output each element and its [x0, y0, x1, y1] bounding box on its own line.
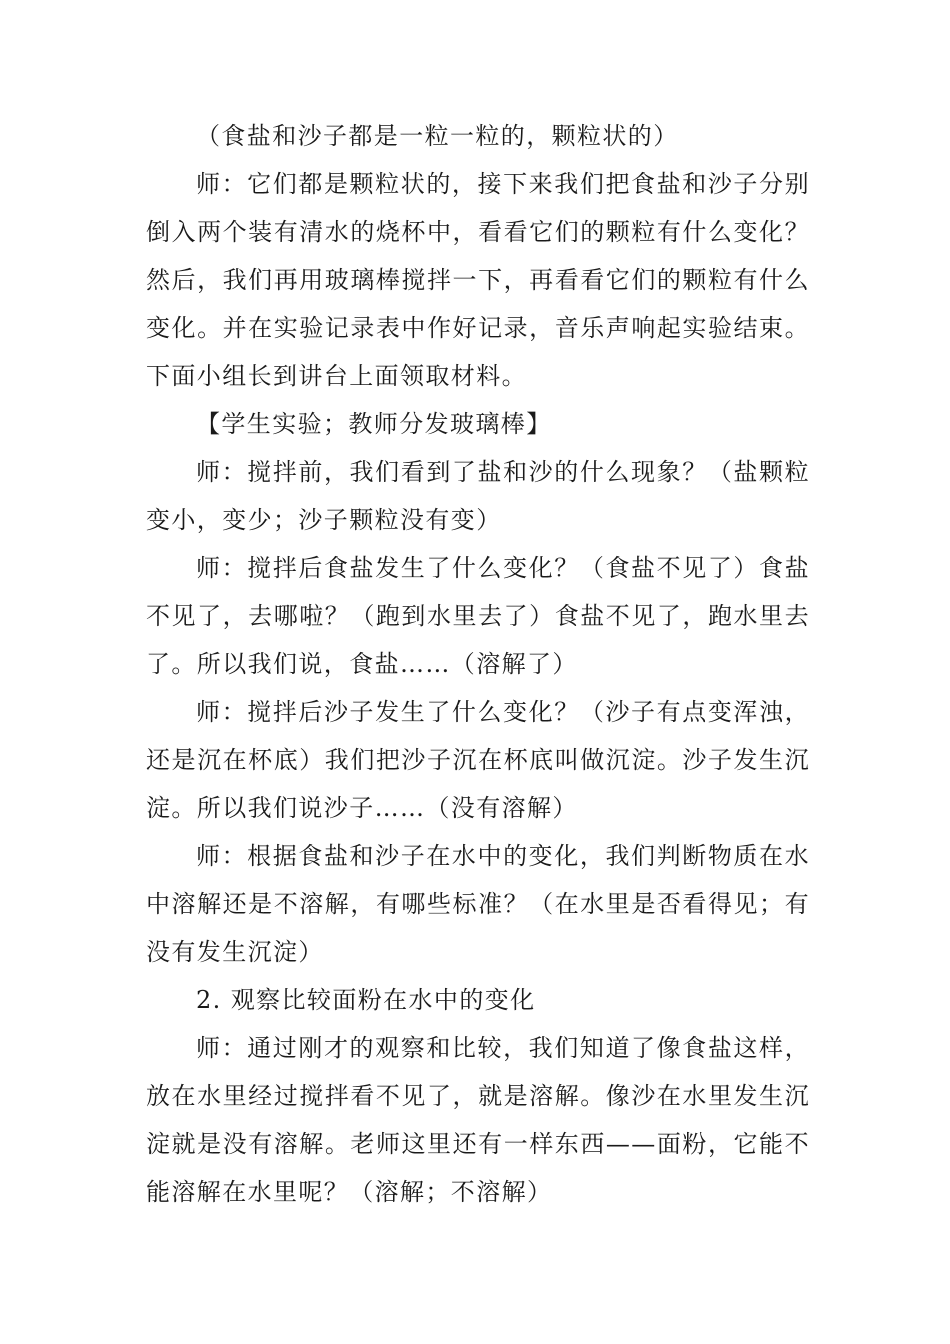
paragraph-sand-after-stirring: 师：搅拌后沙子发生了什么变化？（沙子有点变浑浊，还是沉在杯底）我们把沙子沉在杯底叫做沉淀。沙子发生沉淀。所以我们说沙子……（没有溶解）: [146, 698, 810, 822]
document-body: [146, 112, 810, 1216]
paragraph-observation: （食盐和沙子都是一粒一粒的，颗粒状的）: [196, 122, 679, 150]
paragraph-teacher-instructions: 师：它们都是颗粒状的，接下来我们把食盐和沙子分别倒入两个装有清水的烧杯中，看看它们的颗粒有什么变化？然后，我们再用玻璃棒搅拌一下，再看看它们的颗粒有什么变化。并在实验记录表中作好记录，音乐声响起实验结束。下面小组长到讲台上面领取材料。: [146, 170, 810, 390]
paragraph-salt-after-stirring: 师：搅拌后食盐发生了什么变化？（食盐不见了）食盐不见了，去哪啦？（跑到水里去了）食盐不见了，跑水里去了。所以我们说，食盐……（溶解了）: [146, 554, 810, 678]
paragraph-dissolve-criteria: 师：根据食盐和沙子在水中的变化，我们判断物质在水中溶解还是不溶解，有哪些标准？（在水里是否看得见；有没有发生沉淀）: [146, 842, 810, 966]
paragraph-flour-question: 师：通过刚才的观察和比较，我们知道了像食盐这样，放在水里经过搅拌看不见了，就是溶解。像沙在水里发生沉淀就是没有溶解。老师这里还有一样东西——面粉，它能不能溶解在水里呢？（溶解；不溶解）: [146, 1034, 810, 1206]
paragraph-before-stirring: 师：搅拌前，我们看到了盐和沙的什么现象？（盐颗粒变小，变少；沙子颗粒没有变）: [146, 458, 810, 534]
paragraph-student-experiment: 【学生实验；教师分发玻璃棒】: [196, 410, 552, 438]
section-heading-flour: 2. 观察比较面粉在水中的变化: [196, 986, 536, 1014]
